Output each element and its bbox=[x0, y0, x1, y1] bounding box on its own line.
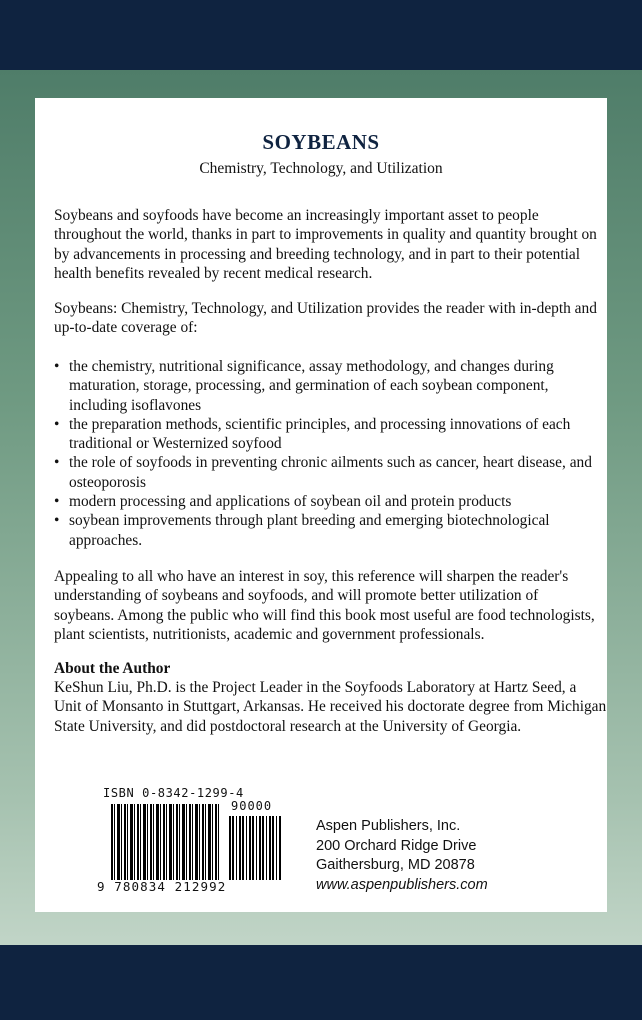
coverage-paragraph: Soybeans: Chemistry, Technology, and Utilization provides the reader with in-depth and up-to-date coverage of: bbox=[54, 300, 597, 337]
publisher-street: 200 Orchard Ridge Drive bbox=[316, 837, 477, 854]
book-subtitle: Chemistry, Technology, and Utilization bbox=[199, 160, 443, 177]
list-item: • the preparation methods, scientific principles, and processing innovations of each traditional or Westernized soyfood bbox=[54, 415, 571, 453]
publisher-name: Aspen Publishers, Inc. bbox=[316, 818, 461, 834]
publisher-website: www.aspenpublishers.com bbox=[316, 876, 488, 893]
intro-paragraph: Soybeans and soyfoods have become an increasingly important asset to people throughout the world, thanks in part to improvements in quality and quantity brought on by advancements in processing and breeding technology, and in part to their potential health benefits revealed by recent medical research. bbox=[54, 207, 597, 282]
bottom-dark-band bbox=[0, 945, 642, 1020]
barcode-bars bbox=[111, 804, 221, 880]
bullet-icon: • bbox=[54, 358, 60, 375]
bullet-icon: • bbox=[54, 415, 60, 433]
bullet-icon: • bbox=[54, 493, 60, 511]
about-author-text: KeShun Liu, Ph.D. is the Project Leader in the Soyfoods Laboratory at Hartz Seed, a Unit of Monsanto in Stuttgart, Arkansas. He received his doctorate degree from Michigan State University, and did postdoctoral research at the University of Georgia. bbox=[54, 679, 607, 735]
bullet-icon: • bbox=[54, 512, 60, 530]
back-cover-panel bbox=[35, 98, 607, 912]
book-title: SOYBEANS bbox=[262, 130, 380, 154]
list-item: • the role of soyfoods in preventing chronic ailments such as cancer, heart disease, and osteoporosis bbox=[54, 454, 592, 491]
publisher-city: Gaithersburg, MD 20878 bbox=[316, 857, 475, 873]
about-author-heading: About the Author bbox=[54, 660, 171, 677]
ean-digits: 9 780834 212992 bbox=[97, 879, 227, 894]
list-item: • soybean improvements through plant breeding and emerging biotechnological approaches. bbox=[54, 512, 550, 549]
addon-price-code: 90000 bbox=[231, 799, 273, 813]
isbn-label: ISBN 0-8342-1299-4 bbox=[103, 786, 244, 800]
list-item: • modern processing and applications of soybean oil and protein products bbox=[54, 493, 512, 511]
list-item: • the chemistry, nutritional significance, assay methodology, and changes during maturation, storage, processing, and germination of each soybean component, including isoflavones bbox=[54, 358, 554, 414]
publisher-block bbox=[316, 817, 488, 895]
top-dark-band bbox=[0, 0, 642, 70]
bullet-icon: • bbox=[54, 454, 60, 472]
audience-paragraph: Appealing to all who have an interest in soy, this reference will sharpen the reader's understanding of soybeans and soyfoods, and will promote better utilization of soybeans. Among the public who will find this book most useful are food technologists, plant scientists, nutritionists, academic and government professionals. bbox=[54, 568, 595, 643]
barcode-addon-bars bbox=[229, 816, 281, 880]
coverage-list bbox=[54, 357, 599, 550]
